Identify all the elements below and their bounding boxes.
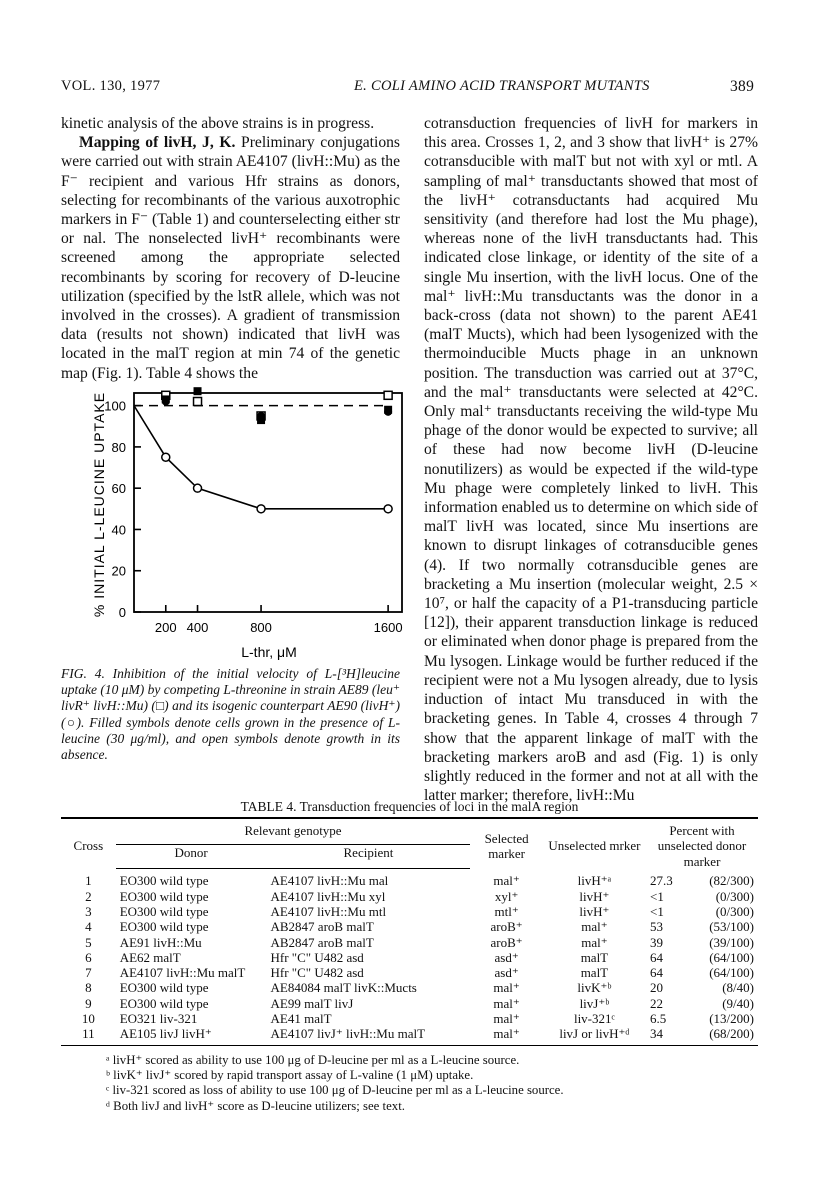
cell-percent — [646, 919, 758, 934]
percent-fraction: (9/40) — [722, 995, 754, 1011]
y-tick-label: 20 — [111, 563, 126, 579]
y-axis-label: % INITIAL L-LEUCINE UPTAKE — [91, 391, 107, 618]
table-row — [61, 996, 758, 1011]
percent-value: 34 — [650, 1026, 663, 1042]
percent-fraction: (39/100) — [709, 934, 754, 950]
cell-percent — [646, 869, 758, 889]
percent-value: 20 — [650, 980, 663, 996]
marker-filled-square — [194, 387, 202, 395]
percent-fraction: (8/40) — [722, 980, 754, 996]
cell-recipient: AE4107 livH::Mu xyl — [270, 888, 386, 904]
cell-donor: EO300 wild type — [119, 903, 209, 919]
cell-cross: 8 — [85, 980, 92, 996]
percent-fraction: (13/200) — [709, 1011, 754, 1027]
marker-open-circle — [257, 505, 265, 513]
percent-value: 27.3 — [650, 872, 673, 888]
cell-percent — [646, 935, 758, 950]
percent-value: <1 — [650, 903, 664, 919]
x-tick-label: 1600 — [373, 620, 403, 635]
cell-donor: EO300 wild type — [119, 919, 209, 935]
cell-percent — [646, 904, 758, 919]
marker-open-circle — [384, 505, 392, 513]
cell-selected: xyl⁺ — [494, 888, 519, 904]
page-number: 389 — [730, 78, 755, 95]
cell-donor: AE91 livH::Mu — [119, 934, 202, 950]
percent-value: <1 — [650, 888, 664, 904]
footnote-d: ᵈ Both livJ and livH⁺ score as D-leucine utilizers; see text. — [106, 1098, 405, 1113]
cell-unselected: malT — [580, 949, 609, 965]
cell-unselected: livH⁺ᵃ — [577, 872, 612, 888]
percent-fraction: (0/300) — [715, 903, 754, 919]
cell-selected: asd⁺ — [494, 949, 519, 965]
header-donor: Donor — [116, 844, 267, 869]
header-selected: Selected marker — [470, 818, 542, 869]
cell-recipient: AB2847 aroB malT — [270, 919, 374, 935]
percent-value: 22 — [650, 995, 663, 1011]
y-tick-label: 60 — [111, 481, 126, 497]
marker-open-circle — [194, 484, 202, 492]
cell-recipient: Hfr "C" U482 asd — [270, 949, 364, 965]
cell-recipient: AE4107 livJ⁺ livH::Mu malT — [267, 1026, 471, 1045]
figure-4-caption: FIG. 4. Inhibition of the initial velocity of L-[³H]leucine uptake (10 μM) by competing L-threonine in strain AE89 (leu⁺ livR⁺ livH::Mu) (□) and its isogenic counterpart AE90 (livH⁺) (○). Filled symbols denote cells grown in the presence of L-leucine (30 μg/ml), and open symbols denote growth in its absence. — [61, 666, 400, 763]
header-recipient: Recipient — [267, 844, 471, 869]
cell-percent — [646, 889, 758, 904]
paragraph-mapping — [61, 133, 400, 383]
cell-selected: mal⁺ — [470, 1026, 542, 1045]
percent-fraction: (64/100) — [709, 949, 754, 965]
y-tick-label: 40 — [111, 522, 126, 538]
cell-unselected: livH⁺ — [579, 888, 610, 904]
percent-value: 64 — [650, 949, 663, 965]
marker-filled-circle — [257, 412, 265, 420]
percent-value: 64 — [650, 965, 663, 981]
cell-percent — [646, 965, 758, 980]
marker-open-square — [194, 398, 202, 406]
y-tick-label: 80 — [111, 439, 126, 455]
cell-recipient: Hfr "C" U482 asd — [270, 965, 364, 981]
cell-selected: asd⁺ — [494, 965, 519, 981]
table-footnotes — [106, 1053, 756, 1114]
table-row — [61, 904, 758, 919]
right-column — [424, 114, 758, 805]
cell-unselected: liv-321ᶜ — [573, 1011, 615, 1027]
cell-recipient: AE84084 malT livK::Mucts — [270, 980, 417, 996]
marker-open-square — [384, 391, 392, 399]
header-genotype: Relevant genotype — [116, 818, 471, 844]
cell-cross: 10 — [81, 1011, 95, 1027]
cell-selected: mal⁺ — [493, 980, 520, 996]
x-tick-label: 200 — [154, 620, 177, 635]
cell-unselected: mal⁺ — [581, 934, 608, 950]
cell-unselected: livJ or livH⁺ᵈ — [543, 1026, 646, 1045]
paragraph-cotransduction: cotransduction frequencies of livH for markers in this area. Crosses 1, 2, and 3 show that livH⁺ is 27% cotransducible with malT but not with xyl or mtl. A sampling of mal⁺ transductants showed that most of the livH⁺ cotransductants had acquired Mu sensitivity (and therefore had lost the Mu phage), whereas none of the livH transductants had. This indicated close linkage, or identity of the site of a single Mu insertion, with the livH locus. One of the mal⁺ livH::Mu transductants was the donor in a back-cross (data not shown) to the parent AE41 (malT Mucts), which had been lysogenized with the thermoinducible Mucts phage in an unknown position. The transduction was carried out at 37°C, and the mal⁺ transductants were selected at 42°C. Only mal⁺ transductants receiving the wild-type Mu phage of the donor would be expected to survive; all of these had now become livH (D-leucine nonutilizers) as would be expected if the wild-type Mu phage were completely linked to livH. This information enabled us to determine on which side of malT livH was located, since Mu insertions are known to disrupt linkages of cotransducible genes (4). If two normally cotransducible genes are bracketing a Mu insertion (molecular weight, 2.5 × 10⁷, or half the capacity of a P1-transducing particle [12]), their apparent transduction linkage is reduced or eliminated when donor phage is prepared from the Mu lysogen. Linkage would be further reduced if the recipient were not a Mu lysogen already, due to lysis induction of intact Mu transduced in with the bracketing genes. In Table 4, crosses 4 through 7 show that the apparent linkage of malT with the bracketing markers aroB and asd (Fig. 1) is only slightly reduced in the former and not at all with the latter marker; therefore, livH::Mu — [424, 115, 758, 805]
cell-cross: 4 — [85, 919, 92, 935]
cell-cross: 1 — [85, 872, 92, 888]
x-tick-label: 400 — [186, 620, 209, 635]
cell-cross: 9 — [85, 995, 92, 1011]
percent-value: 6.5 — [650, 1011, 667, 1027]
percent-fraction: (68/200) — [709, 1026, 754, 1042]
table-row — [61, 1026, 758, 1045]
cell-percent — [646, 980, 758, 995]
marker-filled-circle — [384, 408, 392, 416]
table-row — [61, 980, 758, 995]
y-tick-label: 0 — [118, 605, 126, 620]
table-row — [61, 919, 758, 934]
cell-recipient: AE41 malT — [270, 1011, 332, 1027]
cell-recipient: AE4107 livH::Mu mal — [270, 873, 389, 889]
figure-4 — [82, 385, 407, 660]
cell-cross: 7 — [85, 965, 92, 981]
cell-percent — [646, 950, 758, 965]
cell-donor: EO300 wild type — [119, 873, 209, 889]
cell-selected: mtl⁺ — [494, 903, 519, 919]
cell-percent — [646, 1026, 758, 1045]
cell-recipient: AE99 malT livJ — [270, 995, 354, 1011]
cell-percent — [646, 1011, 758, 1026]
cell-percent — [646, 996, 758, 1011]
cell-cross: 6 — [85, 949, 92, 965]
x-tick-label: 800 — [250, 620, 272, 635]
left-column — [61, 114, 400, 383]
marker-open-circle — [162, 453, 170, 461]
percent-fraction: (64/100) — [709, 965, 754, 981]
cell-cross: 2 — [85, 888, 92, 904]
cell-selected: mal⁺ — [493, 872, 520, 888]
cell-donor: AE105 livJ livH⁺ — [116, 1026, 267, 1045]
table-row — [61, 869, 758, 889]
cell-selected: mal⁺ — [493, 995, 520, 1011]
paragraph-body: Preliminary conjugations were carried out with strain AE4107 (livH::Mu) as the F⁻ recipient and various Hfr strains as donors, selecting for recombinants of the various auxotrophic markers in F⁻ (Table 1) and counterselecting either str or nal. The nonselected livH⁺ recombinants were screened among the appropriate selected recombinants by scoring for recovery of D-leucine utilization (specified by the lstR allele, which was not involved in the crosses). A gradient of transmission data (results not shown) indicated that livH was located in the malT region at min 74 of the genetic map (Fig. 1). Table 4 shows the — [61, 134, 400, 382]
cell-unselected: mal⁺ — [581, 919, 608, 935]
marker-filled-circle — [162, 398, 170, 406]
plot-frame — [134, 393, 402, 612]
percent-value: 53 — [650, 919, 663, 935]
paragraph-continued: kinetic analysis of the above strains is in progress. — [61, 115, 375, 132]
running-head-title: E. COLI AMINO ACID TRANSPORT MUTANTS — [354, 78, 650, 94]
cell-cross: 11 — [61, 1026, 116, 1045]
footnote-b: ᵇ livK⁺ livJ⁺ scored by rapid transport assay of L-valine (1 μM) uptake. — [106, 1068, 474, 1083]
y-tick-label: 100 — [104, 398, 126, 414]
cell-cross: 3 — [85, 903, 92, 919]
cell-unselected: livH⁺ — [579, 903, 610, 919]
cell-recipient: AE4107 livH::Mu mtl — [270, 903, 387, 919]
cell-selected: aroB⁺ — [490, 934, 523, 950]
table-4 — [61, 817, 758, 1046]
table-row — [61, 1011, 758, 1026]
percent-fraction: (82/300) — [709, 872, 754, 888]
table-row — [61, 965, 758, 980]
cell-selected: mal⁺ — [493, 1011, 520, 1027]
cell-unselected: livK⁺ᵇ — [577, 980, 612, 996]
table-row — [61, 950, 758, 965]
cell-selected: aroB⁺ — [490, 919, 523, 935]
cell-unselected: malT — [580, 965, 609, 981]
percent-fraction: (53/100) — [709, 919, 754, 935]
percent-value: 39 — [650, 934, 663, 950]
percent-fraction: (0/300) — [715, 888, 754, 904]
cell-cross: 5 — [85, 934, 92, 950]
cell-donor: EO300 wild type — [119, 995, 209, 1011]
cell-donor: EO300 wild type — [119, 980, 209, 996]
footnote-c: ᶜ liv-321 scored as loss of ability to use 100 μg of D-leucine per ml as a L-leucine source. — [106, 1083, 564, 1098]
table-title: TABLE 4. Transduction frequencies of loci in the malA region — [240, 799, 579, 814]
header-cross: Cross — [61, 818, 116, 869]
header-unselected: Unselected mrker — [543, 818, 646, 869]
cell-recipient: AB2847 aroB malT — [270, 934, 374, 950]
cell-donor: AE62 malT — [119, 949, 181, 965]
footnote-a: ᵃ livH⁺ scored as ability to use 100 μg of D-leucine per ml as a L-leucine source. — [106, 1053, 520, 1067]
figure-4-plot — [82, 385, 407, 660]
cell-donor: EO321 liv-321 — [119, 1011, 198, 1027]
section-heading: Mapping of livH, J, K. — [79, 134, 236, 152]
x-axis-label: L-thr, μM — [241, 644, 297, 660]
cell-donor: AE4107 livH::Mu malT — [119, 965, 246, 981]
table-row — [61, 935, 758, 950]
cell-unselected: livJ⁺ᵇ — [579, 995, 610, 1011]
cell-donor: EO300 wild type — [119, 888, 209, 904]
running-head-volume: VOL. 130, 1977 — [61, 78, 161, 94]
table-row — [61, 889, 758, 904]
header-percent: Percent with unselected donor marker — [646, 818, 758, 869]
